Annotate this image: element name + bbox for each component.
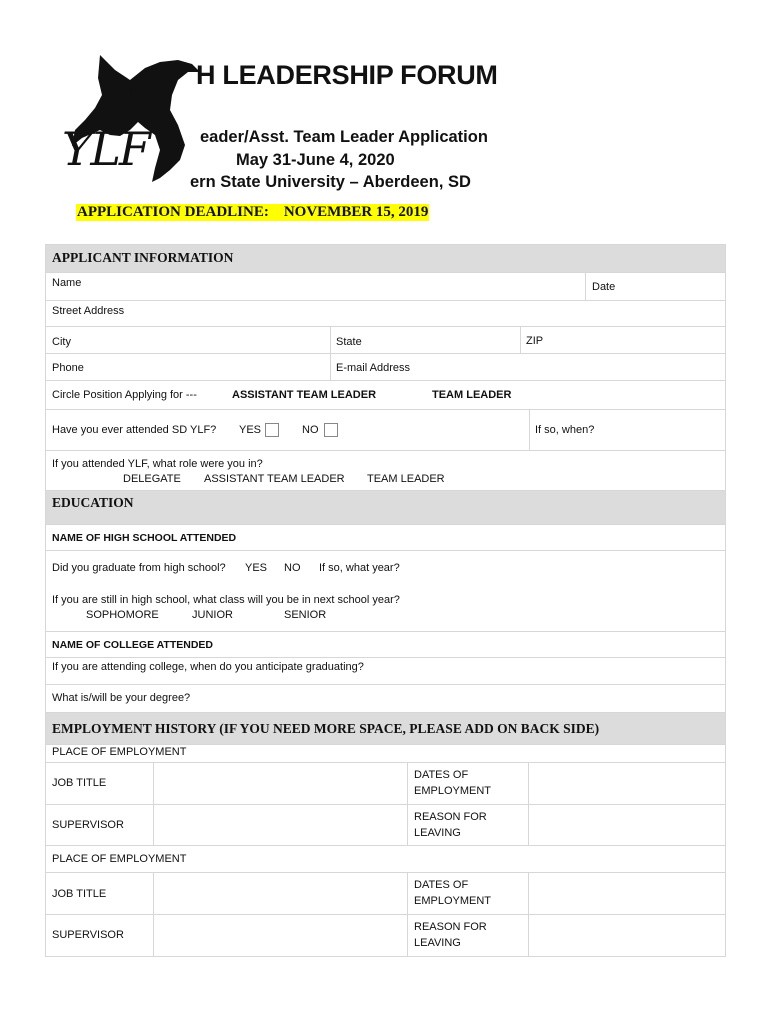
attended-label: Have you ever attended SD YLF? <box>52 424 217 436</box>
section-title: EDUCATION <box>52 495 134 510</box>
dates-label-line2: EMPLOYMENT <box>414 785 492 797</box>
section-title: EMPLOYMENT HISTORY (IF YOU NEED MORE SPACE, PLEASE ADD ON BACK SIDE) <box>52 721 600 736</box>
what-year-label: If so, what year? <box>319 562 400 574</box>
reason-input[interactable] <box>529 915 724 955</box>
job-title-label: JOB TITLE <box>52 777 107 789</box>
attended-row <box>46 410 725 451</box>
attended-yes-checkbox[interactable] <box>265 423 279 437</box>
zip-label: ZIP <box>526 335 544 347</box>
role-option-assistant[interactable]: ASSISTANT TEAM LEADER <box>204 473 345 485</box>
applicant-section-header <box>46 245 725 273</box>
section-title: APPLICANT INFORMATION <box>52 250 234 265</box>
job-title-input[interactable] <box>154 873 407 914</box>
deadline-label: APPLICATION DEADLINE: <box>77 204 269 220</box>
dates-label-line1: DATES OF <box>414 879 469 891</box>
job-title-input[interactable] <box>154 763 407 804</box>
date-label: Date <box>592 281 616 293</box>
name-row[interactable] <box>46 273 725 301</box>
city-row[interactable] <box>46 327 725 354</box>
class-option-sophomore[interactable]: SOPHOMORE <box>86 609 159 621</box>
supervisor-row <box>46 915 725 956</box>
reason-label-line1: REASON FOR <box>414 921 487 933</box>
reason-label-line2: LEAVING <box>414 937 461 949</box>
city-label: City <box>52 336 71 348</box>
role-option-team-leader[interactable]: TEAM LEADER <box>367 473 445 485</box>
job-title-row <box>46 873 725 915</box>
position-option-assistant[interactable]: ASSISTANT TEAM LEADER <box>232 389 377 401</box>
dates-input[interactable] <box>529 873 724 914</box>
class-option-junior[interactable]: JUNIOR <box>192 609 233 621</box>
position-row <box>46 381 725 410</box>
dates-label-line1: DATES OF <box>414 769 469 781</box>
job-title-row <box>46 763 725 805</box>
street-row[interactable] <box>46 301 725 327</box>
graduate-row <box>46 551 725 632</box>
if-so-when-label: If so, when? <box>535 424 595 436</box>
position-option-team-leader[interactable]: TEAM LEADER <box>432 389 512 401</box>
supervisor-label: SUPERVISOR <box>52 819 124 831</box>
supervisor-input[interactable] <box>154 805 407 845</box>
dates-label-line2: EMPLOYMENT <box>414 895 492 907</box>
graduate-yes-option[interactable]: YES <box>245 562 268 574</box>
attended-no-label: NO <box>302 424 319 436</box>
phone-label: Phone <box>52 362 84 374</box>
anticipate-label: If you are attending college, when do you anticipate graduating? <box>52 661 364 673</box>
attended-no-checkbox[interactable] <box>324 423 338 437</box>
phone-row[interactable] <box>46 354 725 381</box>
logo-text: YLF <box>62 122 149 176</box>
class-option-senior[interactable]: SENIOR <box>284 609 327 621</box>
supervisor-row <box>46 805 725 846</box>
class-label: If you are still in high school, what class will you be in next school year? <box>52 594 400 606</box>
place-label: PLACE OF EMPLOYMENT <box>52 746 187 758</box>
page-title: H LEADERSHIP FORUM <box>196 60 498 90</box>
college-label: NAME OF COLLEGE ATTENDED <box>52 639 213 651</box>
reason-input[interactable] <box>529 805 724 845</box>
email-label: E-mail Address <box>336 362 410 374</box>
high-school-row[interactable] <box>46 525 725 551</box>
attended-yes-label: YES <box>239 424 262 436</box>
role-label: If you attended YLF, what role were you in? <box>52 458 263 470</box>
subtitle-application: eader/Asst. Team Leader Application <box>200 128 488 146</box>
role-option-delegate[interactable]: DELEGATE <box>123 473 181 485</box>
deadline-banner <box>76 204 429 221</box>
name-label: Name <box>52 277 82 289</box>
degree-label: What is/will be your degree? <box>52 692 191 704</box>
graduate-label: Did you graduate from high school? <box>52 562 226 574</box>
dates-input[interactable] <box>529 763 724 804</box>
job-title-label: JOB TITLE <box>52 888 107 900</box>
employment-section-header <box>46 713 725 745</box>
reason-label-line1: REASON FOR <box>414 811 487 823</box>
supervisor-label: SUPERVISOR <box>52 929 124 941</box>
place-label: PLACE OF EMPLOYMENT <box>52 853 187 865</box>
subtitle-location: ern State University – Aberdeen, SD <box>190 173 471 191</box>
reason-label-line2: LEAVING <box>414 827 461 839</box>
position-label: Circle Position Applying for --- <box>52 389 197 401</box>
supervisor-input[interactable] <box>154 915 407 955</box>
anticipate-row[interactable] <box>46 658 725 685</box>
degree-row[interactable] <box>46 685 725 713</box>
street-label: Street Address <box>52 305 125 317</box>
college-row[interactable] <box>46 632 725 658</box>
high-school-label: NAME OF HIGH SCHOOL ATTENDED <box>52 532 237 544</box>
application-form <box>45 244 726 957</box>
subtitle-dates: May 31-June 4, 2020 <box>236 151 395 169</box>
role-row <box>46 451 725 491</box>
education-section-header <box>46 491 725 525</box>
ylf-logo <box>60 50 210 190</box>
place-of-employment-row[interactable] <box>46 745 725 763</box>
place-of-employment-row[interactable] <box>46 846 725 873</box>
graduate-no-option[interactable]: NO <box>284 562 301 574</box>
state-label: State <box>336 336 362 348</box>
deadline-date: NOVEMBER 15, 2019 <box>283 204 429 220</box>
